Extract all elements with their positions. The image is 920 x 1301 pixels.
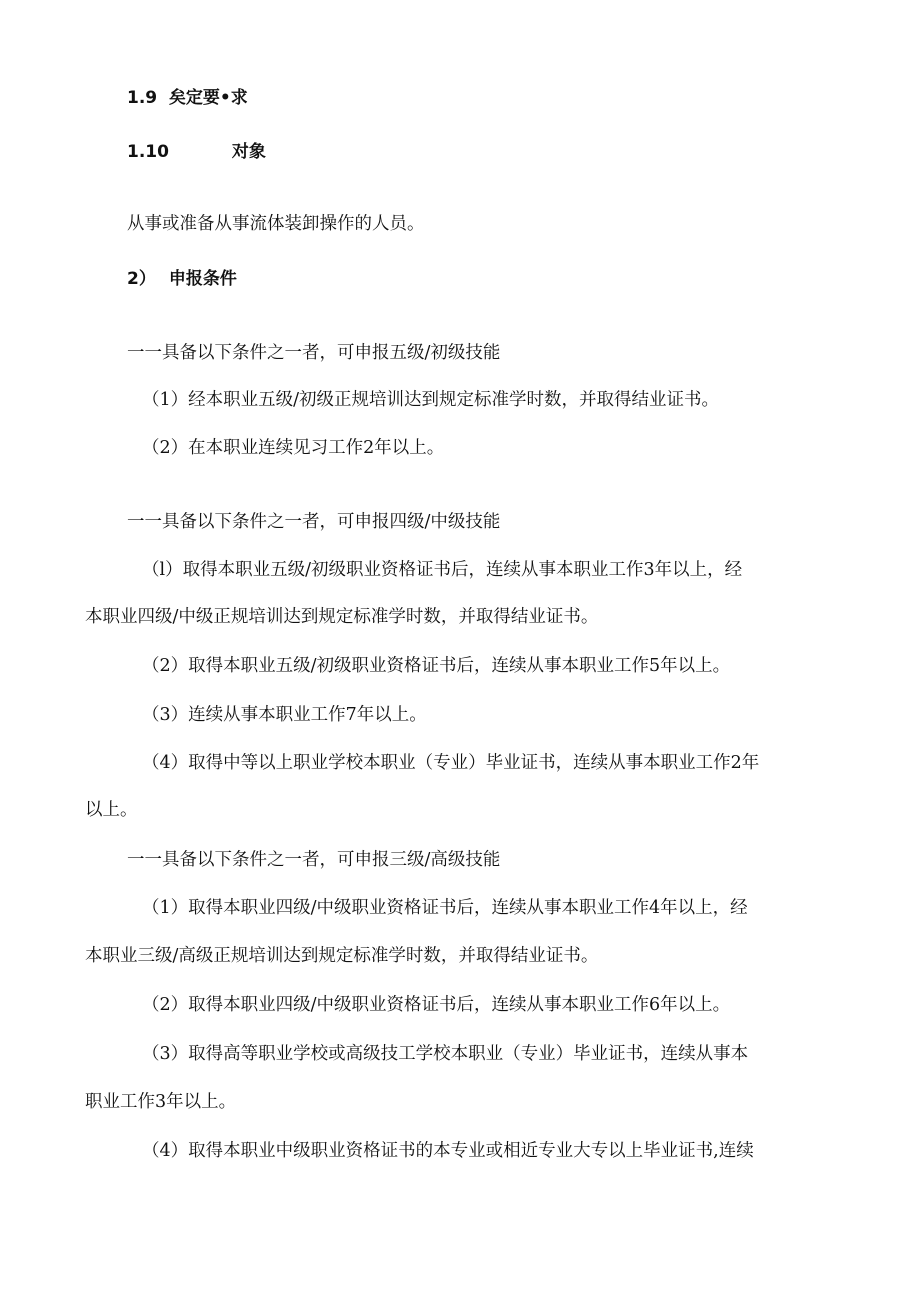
heading-1-10-number: 1.10 xyxy=(127,142,169,162)
level4-item-2: （2）取得本职业五级/初级职业资格证书后，连续从事本职业工作5年以上。 xyxy=(142,656,731,676)
heading-1-9-number: 1.9 xyxy=(127,88,158,108)
heading-1-10 xyxy=(127,137,266,162)
level4-intro: 一一具备以下条件之一者，可申报四级/中级技能 xyxy=(127,512,501,532)
heading-1-9 xyxy=(127,83,248,108)
level3-item-1-line-1: （1）取得本职业四级/中级职业资格证书后，连续从事本职业工作4年以上，经 xyxy=(142,898,748,918)
level3-item-1-line-2: 本职业三级/高级正规培训达到规定标准学时数，并取得结业证书。 xyxy=(85,946,599,966)
level3-item-3-line-2: 职业工作3年以上。 xyxy=(85,1092,237,1112)
level3-item-2: （2）取得本职业四级/中级职业资格证书后，连续从事本职业工作6年以上。 xyxy=(142,995,731,1015)
level3-item-4-line-1: （4）取得本职业中级职业资格证书的本专业或相近专业大专以上毕业证书,连续 xyxy=(142,1141,754,1161)
level4-item-1-line-2: 本职业四级/中级正规培训达到规定标准学时数，并取得结业证书。 xyxy=(85,607,599,627)
heading-2 xyxy=(127,264,237,289)
heading-1-9-text: 矣定要•求 xyxy=(168,88,248,108)
level4-item-3: （3）连续从事本职业工作7年以上。 xyxy=(142,705,427,725)
level4-item-4-line-2: 以上。 xyxy=(85,800,138,820)
heading-1-10-text: 对象 xyxy=(231,142,266,162)
level3-item-3-line-1: （3）取得高等职业学校或高级技工学校本职业（专业）毕业证书，连续从事本 xyxy=(142,1044,749,1064)
heading-2-number: 2） xyxy=(127,269,156,289)
level4-item-1-line-1: （l）取得本职业五级/初级职业资格证书后，连续从事本职业工作3年以上，经 xyxy=(142,560,743,580)
level4-item-4-line-1: （4）取得中等以上职业学校本职业（专业）毕业证书，连续从事本职业工作2年 xyxy=(142,753,760,773)
object-text: 从事或准备从事流体装卸操作的人员。 xyxy=(127,214,425,234)
level5-item-1: （1）经本职业五级/初级正规培训达到规定标准学时数，并取得结业证书。 xyxy=(142,390,720,410)
heading-2-text: 申报条件 xyxy=(168,269,237,289)
level5-item-2: （2）在本职业连续见习工作2年以上。 xyxy=(142,438,445,458)
level3-intro: 一一具备以下条件之一者，可申报三级/高级技能 xyxy=(127,850,501,870)
level5-intro: 一一具备以下条件之一者，可申报五级/初级技能 xyxy=(127,343,501,363)
